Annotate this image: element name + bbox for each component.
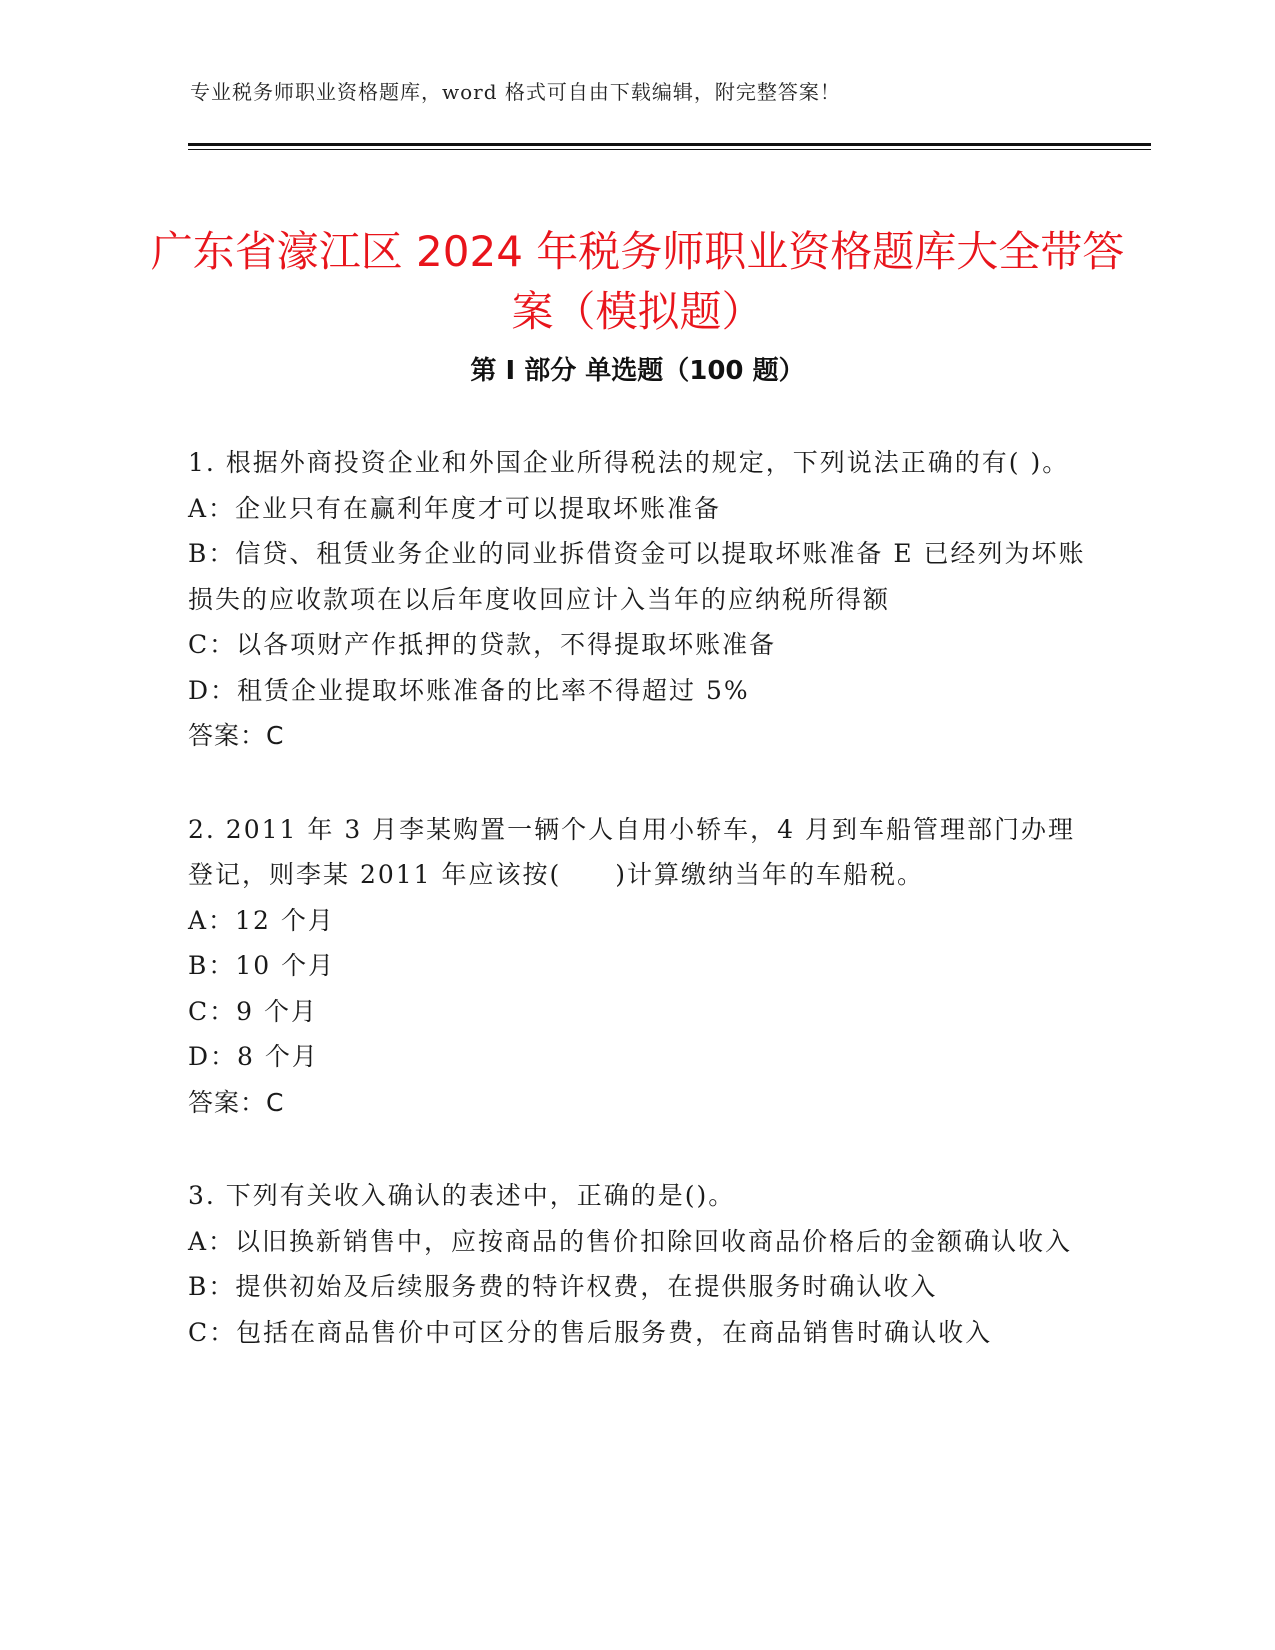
section-title: 第 I 部分 单选题（100 题） [470,356,805,386]
question-stem: 3. 下列有关收入确认的表述中，正确的是()。 [188,1181,736,1210]
option-b: B：信贷、租赁业务企业的同业拆借资金可以提取坏账准备 E 已经列为坏账损失的应收款项在以后年度收回应计入当年的应纳税所得额 [188,539,1086,614]
option-a: A：以旧换新销售中，应按商品的售价扣除回收商品价格后的金额确认收入 [188,1226,1073,1256]
header-note: 专业税务师职业资格题库，word 格式可自由下载编辑，附完整答案！ [190,80,841,104]
answer: 答案：C [188,1087,285,1117]
option-c: C：包括在商品售价中可区分的售后服务费，在商品销售时确认收入 [188,1317,993,1347]
option-b: B：10 个月 [188,951,336,980]
header-rule-thin [188,149,1151,150]
option-d: D：8 个月 [188,1042,319,1071]
option-b: B：提供初始及后续服务费的特许权费，在提供服务时确认收入 [188,1272,938,1301]
header-rule-thick [188,143,1151,146]
question-list [188,440,1088,1403]
question-3 [188,1173,1088,1355]
option-a: A：12 个月 [188,905,335,935]
option-c: C：9 个月 [188,996,318,1026]
question-stem: 1. 根据外商投资企业和外国企业所得税法的规定，下列说法正确的有( )。 [188,448,1070,477]
document-title: 广东省濠江区 2024 年税务师职业资格题库大全带答案（模拟题） [150,227,1125,337]
question-1 [188,440,1088,759]
option-d: D：租赁企业提取坏账准备的比率不得超过 5% [188,675,750,705]
option-c: C：以各项财产作抵押的贷款，不得提取坏账准备 [188,630,777,659]
question-stem: 2. 2011 年 3 月李某购置一辆个人自用小轿车，4 月到车船管理部门办理登记，则李某 2011 年应该按( )计算缴纳当年的车船税。 [188,814,1076,889]
question-2 [188,807,1088,1126]
answer: 答案：C [188,721,285,750]
option-a: A：企业只有在赢利年度才可以提取坏账准备 [188,493,722,523]
